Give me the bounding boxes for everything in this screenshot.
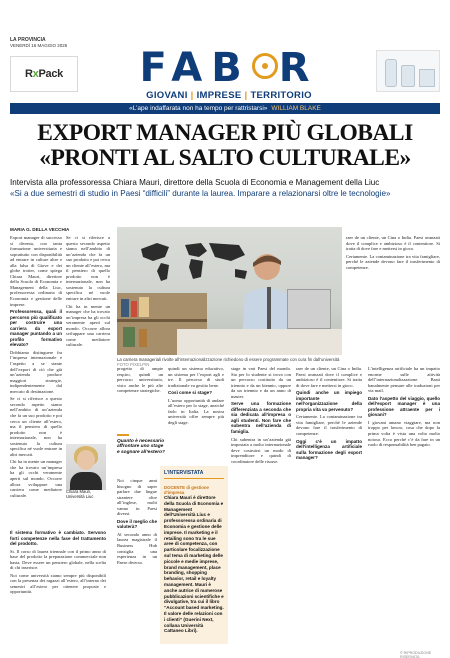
pull-quote: Quanto è necessario affrontare uno stage e sognare all’estero? bbox=[117, 434, 167, 456]
sidebar-bio: Chiara Mauri è direttore della Scuola di Economia e Management dell’Università Liuc e professoressa ordinaria di Economia e gestione delle imprese. Il marketing e il retailing sono tra le sue aree di competenza, con particolare focalizzazione sul tema di marketing delle piccole e medie imprese, brand management, place branding, shopping behavior, retail e loyalty management. Mauri è anche autrice di numerose pubblicazioni scientifiche e divulgative, tra cui il libro “Account based marketing. Il valore delle relazioni con i clienti” (Guerini Next, collana Università Cattaneo Libri). bbox=[164, 495, 224, 634]
portrait-chiara-mauri bbox=[66, 444, 106, 490]
ad-rxpack-logo: RxPack bbox=[25, 68, 63, 80]
portrait-caption: Chiara Mauri, Università Liuc bbox=[66, 489, 94, 499]
article-column-2b: Noi cinque anni bisogno di saper parlare due lingue straniere oltre all’inglese, molti vanno in Paesi diversi. Dove il meglio che valuterà? Al secondo anno di laurea magistrale il Business Hub consiglia una esperienza in un Paese diverso. bbox=[117, 478, 157, 565]
lightbulb-icon bbox=[252, 53, 278, 79]
motto-band bbox=[10, 103, 440, 114]
article-column-5: raer de un cliente, un Cina o India. Paesi avanzati dove il complice e ambizioso è il contenitore. Si tratta di dove fare e mettersi in gioco. Quindi anche un impiego importante nell’organizzazione della propria vita va pervenuto? Certamente. La contaminazione tra vita famigliare, perché le aziende devono fare il trasferimento di competenze. Oggi c’è un impatto dell’intelligenza artificiale sulla formazione degli export manager? bbox=[296, 366, 362, 461]
quote-accent-bar bbox=[117, 434, 129, 436]
ad-right-product[interactable] bbox=[376, 50, 440, 92]
motto-quote: «L’ape indaffarata non ha tempo per rattristarsi» bbox=[129, 105, 268, 112]
article-column-2: progetto di ampie respiro, quindi un percorso universitario, visto anche le più alte competenze strategiche. bbox=[117, 366, 163, 394]
publication-date: VENERDÌ 16 MAGGIO 2025 bbox=[10, 43, 68, 48]
desk bbox=[177, 329, 342, 355]
article-subhead: Intervista alla professoressa Chiara Mauri, direttore della Scuola di Economia e Management della Liuc «Si a due semestri di studio in Paesi “difficili” durante la laurea. Imparare a relazionarsi oltre le tecnologie» bbox=[10, 178, 391, 198]
faber-logo: FAB R bbox=[139, 45, 319, 91]
article-column-3: quindi un sistema educativo, un sistema per l’export agli e tre. Il percorso di studi tradizionale va gestito bene. Così come si stage? L’uomo opportunità di andare all’estero per lo stage, anziché farlo in Italia. La nostra università offre sempre più degli stage. bbox=[168, 366, 224, 425]
sidebar-intervistata bbox=[160, 466, 228, 644]
ad-rxpack[interactable] bbox=[10, 56, 78, 92]
product-bottle-icon bbox=[385, 59, 397, 87]
article-column-1-bottom: Il sistema formativo è cambiato. Servono forti competenze nella fase del trattamento del prodotto. Si. Il corso di laurea triennale con il primo anno di base del prodotto la preparazione commerciale non basta. Deve essere un pensiero globale, nella scelta di chi inserisce. Noi come università siamo sempre più disponibili con la presenza dei ragazzi all’estero, all’interno dei semestri all’estero per ottenere proposte e opportunità. bbox=[10, 530, 106, 595]
product-bottle-icon bbox=[401, 65, 415, 87]
article-column-4: stage in vari Paesi del mondo. Sia per lo studente si trova con un percorso costituito da un triennio e da un biennio, oppure da un triennio e da un anno di master. Serve una formazione differenziata a seconda che sia dedicata all’impresa o agli studenti. Non fare che subentra nell’azienda di famiglia. Chi subentra in un’azienda già impostata a molto internazionale deve costruirsi un modo di imprenditore e quindi di coordinatore delle risorse. bbox=[231, 366, 291, 464]
laptop-icon bbox=[287, 289, 331, 329]
motto-author: WILLIAM BLAKE bbox=[271, 105, 321, 112]
article-column-1-side: Se ci si riferisce a questo secondo aspetto siamo nell’ambito di un’azienda che fa un suo prodotto e poi cerca un cliente all’estero, ma il pensiero di quello prodotto non è internazionale, non ha sostenuto la cultura specifica né vuole entrare in altri mercati. Chi ha in mente un manager che ha trovato un’impresa ha gli occhi veramente aperti sul mondo. Occorre allora sviluppare una carriera come mediatore culturale. bbox=[66, 235, 110, 348]
article-column-1: Export manager di successo si diventa, con tanta formazione universitaria e soprattutto con disponibilità ad entrare in culture altre e alla falsa di Giove e dei globe trotter, come spiega Chiara Mauri, direttore della Scuola di Economia e Management della Liuc, professoressa ordinaria di Economia e gestione delle imprese. Professoressa, quali il percorso più qualificato per costruire una carriera da export manager puntando a un profilo formativo elevato? Dobbiamo distinguere fra l’impresa internazionale e l’aspetto a se stante dell’export di ciò che già un’azienda produce maggiori strategie, indipendentemente dal mercato di destinazione. Se ci si riferisce a questo secondo aspetto siamo nell’ambito di un’azienda che fa un suo prodotto e poi cerca un cliente all’estero, ma il pensiero di quello prodotto non è internazionale, non ha sostenuto la cultura specifica né vuole entrare in altri mercati. Chi ha in mente un manager che ha trovato un’impresa ha gli occhi veramente aperti sul mondo. Occorre allora sviluppare una carriera come mediatore culturale. bbox=[10, 235, 62, 498]
article-headline: EXPORT MANAGER PIÙ GLOBALI «PRONTI AL SALTO CULTURALE» bbox=[37, 120, 413, 171]
sidebar-tag: L’INTERVISTATA bbox=[164, 470, 224, 479]
article-column-6-top: raer de un cliente, un Cina o India. Paesi avanzati dove il complice e ambizioso è il contenitore. Si tratta di dove fare e mettersi in gioco. Certamente. La contaminazione tra vita famigliare, perché le aziende devono fare il trasferimento di competenze. bbox=[346, 235, 440, 270]
publication-name: LA PROVINCIA bbox=[10, 37, 46, 43]
masthead-publication-info bbox=[10, 38, 67, 48]
desk-lamp bbox=[267, 287, 271, 329]
article-byline: MARIA G. DELLA VECCHIA bbox=[10, 227, 70, 232]
product-box-icon bbox=[419, 69, 435, 87]
article-column-6: L’intelligenza artificiale ha un impatto enorme sulle attività dell’internazionalizzazione. Basti banalmente pensare alle traduzioni per via mail. Dato l’aspetto del viaggio, quello dell’export manager è una professione attraente per i giovani? I giovani amano viaggiare, ma non troppo per lavoro, cosa che dopo la prima volta è vista una volta molto noioso. Ecco perché c’è da fare in un ruolo di responsabilità ben pagato. bbox=[368, 366, 440, 448]
copyright-note: © RIPRODUZIONE RISERVATA bbox=[400, 651, 432, 658]
sidebar-label: DOCENTE di gestione d’impresa bbox=[164, 485, 209, 495]
masthead-tagline: GIOVANI | IMPRESE | TERRITORIO bbox=[146, 90, 312, 101]
article-photo bbox=[117, 227, 342, 355]
photo-caption: La carriera manageriali rivolte all’internazionalizzazione richiedono di essere programmate con cura fin dall’università FOTO PIXELPIN bbox=[117, 357, 340, 367]
